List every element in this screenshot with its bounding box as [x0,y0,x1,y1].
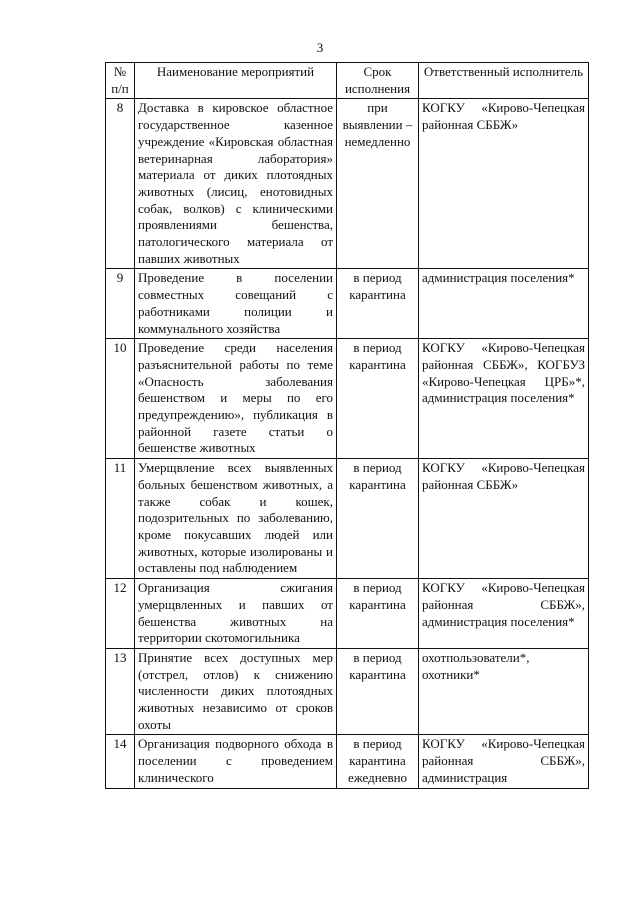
row-num: 9 [106,269,135,339]
table-row [106,735,589,788]
row-activity: Проведение в поселении совместных совещаний с работниками полиции и коммунального хозяйства [135,269,337,339]
row-responsible: администрация поселения* [419,269,589,339]
table-row [106,99,589,269]
header-num: № п/п [106,63,135,99]
row-responsible: КОГКУ «Кирово-Чепецкая районная СББЖ» [419,459,589,579]
row-num: 12 [106,579,135,649]
row-num: 10 [106,339,135,459]
row-num: 11 [106,459,135,579]
row-deadline: в период карантина ежедневно [337,735,419,788]
row-responsible: КОГКУ «Кирово-Чепецкая районная СББЖ», администрация [419,735,589,788]
row-activity: Организация подворного обхода в поселении с проведением клинического [135,735,337,788]
table-row [106,648,589,735]
row-deadline: в период карантина [337,459,419,579]
table-row [106,579,589,649]
header-responsible: Ответственный исполнитель [419,63,589,99]
row-num: 8 [106,99,135,269]
header-activity: Наименование мероприятий [135,63,337,99]
row-activity: Доставка в кировское областное государственное казенное учреждение «Кировская областная ветеринарная лаборатория» материала от диких плотоядных животных (лисиц, енотовидных собак, волков) с клиническими проявлениями бешенства, патологического материала от павших животных [135,99,337,269]
table-row [106,339,589,459]
header-deadline: Срок исполнения [337,63,419,99]
row-deadline: при выявлении – немедленно [337,99,419,269]
table-header-row [106,63,589,99]
page-number: 3 [316,40,324,55]
table-row [106,459,589,579]
row-responsible: охотпользователи*, охотники* [419,648,589,735]
row-deadline: в период карантина [337,269,419,339]
row-deadline: в период карантина [337,648,419,735]
row-responsible: КОГКУ «Кирово-Чепецкая районная СББЖ», КОГБУЗ «Кирово-Чепецкая ЦРБ»*, администрация поселения* [419,339,589,459]
row-responsible: КОГКУ «Кирово-Чепецкая районная СББЖ» [419,99,589,269]
measures-table [105,62,589,789]
row-activity: Принятие всех доступных мер (отстрел, отлов) к снижению численности диких плотоядных животных независимо от сроков охоты [135,648,337,735]
row-num: 14 [106,735,135,788]
row-deadline: в период карантина [337,339,419,459]
row-activity: Умерщвление всех выявленных больных бешенством животных, а также собак и кошек, подозрительных по заболеванию, кроме покусавших людей или животных, которые изолированы и оставлены под наблюдением [135,459,337,579]
row-activity: Проведение среди населения разъяснительной работы по теме «Опасность заболевания бешенством и меры по его предупреждению», публикация в районной газете статьи о бешенстве животных [135,339,337,459]
row-deadline: в период карантина [337,579,419,649]
row-activity: Организация сжигания умерщвленных и павших от бешенства животных на территории скотомогильника [135,579,337,649]
row-responsible: КОГКУ «Кирово-Чепецкая районная СББЖ», администрация поселения* [419,579,589,649]
row-num: 13 [106,648,135,735]
table-row [106,269,589,339]
